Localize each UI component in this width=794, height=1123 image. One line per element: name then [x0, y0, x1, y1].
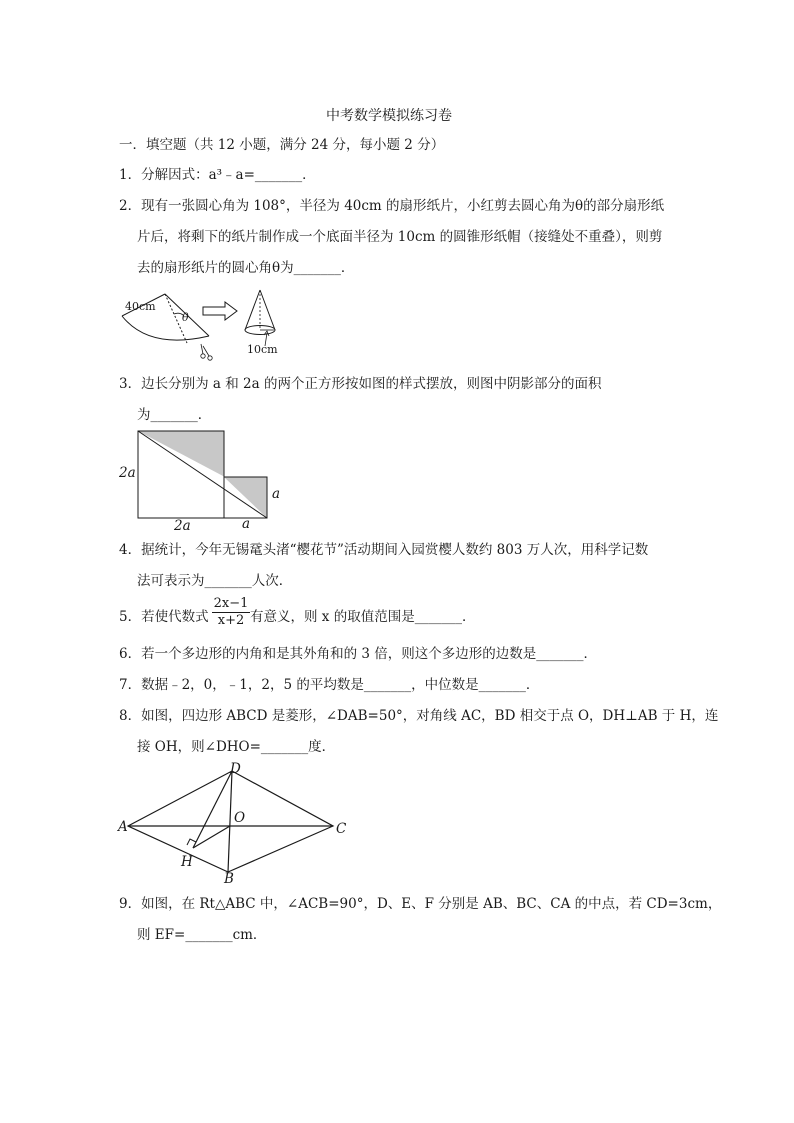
- point-c-label: C: [336, 821, 347, 837]
- point-b-label: B: [224, 871, 234, 887]
- sector-angle-label: θ: [182, 311, 189, 324]
- cone-shape: [245, 290, 275, 346]
- question-8-line-2: 接 OH，则∠DHO=_______度．: [137, 739, 336, 755]
- question-2-line-3: 去的扇形纸片的圆心角θ为_______．: [137, 260, 355, 276]
- page-title: 中考数学模拟练习卷: [326, 108, 452, 124]
- question-9-line-2: 则 EF=_______cm．: [137, 927, 267, 943]
- section-header: 一．填空题（共 12 小题，满分 24 分，每小题 2 分）: [119, 137, 445, 153]
- question-6: 6．若一个多边形的内角和是其外角和的 3 倍，则这个多边形的边数是_______．: [119, 646, 598, 662]
- point-h-label: H: [181, 854, 193, 870]
- question-5-suffix: 有意义，则 x 的取值范围是_______．: [250, 609, 476, 625]
- point-d-label: D: [230, 761, 241, 777]
- cone-base-label: 10cm: [247, 343, 278, 356]
- right-small-label: a: [272, 486, 281, 502]
- scissors-icon: [201, 344, 212, 360]
- sector-radius-label: 40cm: [125, 300, 156, 313]
- question-5-prefix: 5．若使代数式: [119, 609, 209, 625]
- question-3-line-2: 为_______．: [137, 407, 212, 423]
- arrow-icon: [203, 302, 237, 320]
- question-2-line-1: 2．现有一张圆心角为 108°，半径为 40cm 的扇形纸片，小红剪去圆心角为θ的部分扇形纸: [119, 198, 665, 214]
- left-side-label: 2a: [119, 465, 136, 481]
- bottom-small-label: a: [242, 516, 251, 532]
- question-1: 1．分解因式：a³﹣a=_______．: [119, 167, 316, 183]
- diagonal-bd: [228, 771, 232, 872]
- question-4-line-1: 4．据统计，今年无锡鼋头渚“樱花节”活动期间入园赏樱人数约 803 万人次，用科学记数: [119, 542, 649, 558]
- question-8-line-1: 8．如图，四边形 ABCD 是菱形，∠DAB=50°，对角线 AC，BD 相交于点 O，DH⊥AB 于 H，连: [119, 708, 719, 724]
- fraction-expression: [212, 597, 250, 628]
- two-squares-figure: [137, 430, 269, 520]
- fraction-numerator: 2x−1: [213, 596, 249, 611]
- shaded-region-right: [224, 477, 267, 518]
- question-4-line-2: 法可表示为_______人次．: [137, 573, 293, 589]
- point-o-label: O: [234, 810, 246, 826]
- bottom-big-label: 2a: [174, 518, 191, 534]
- question-2-line-2: 片后，将剩下的纸片制作成一个底面半径为 10cm 的圆锥形纸帽（接缝处不重叠），则剪: [137, 229, 663, 245]
- question-9-line-1: 9．如图，在 Rt△ABC 中，∠ACB=90°，D、E、F 分别是 AB、BC、CA 的中点，若 CD=3cm，: [119, 896, 722, 912]
- shaded-region-top: [138, 431, 224, 477]
- question-3-line-1: 3．边长分别为 a 和 2a 的两个正方形按如图的样式摆放，则图中阴影部分的面积: [119, 376, 602, 392]
- fraction-denominator: x+2: [217, 613, 245, 628]
- point-a-label: A: [118, 819, 128, 835]
- question-7: 7．数据﹣2，0，﹣1，2，5 的平均数是_______，中位数是_______．: [119, 677, 540, 693]
